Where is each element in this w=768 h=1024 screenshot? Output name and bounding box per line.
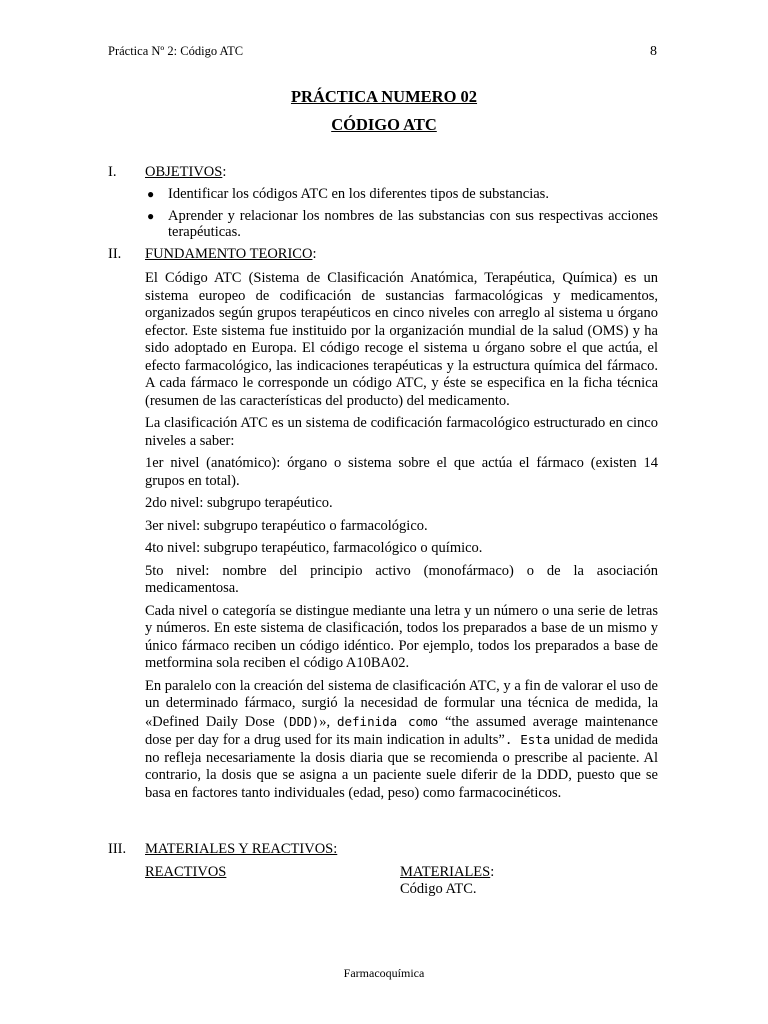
text-run-mono: definida como xyxy=(336,713,439,729)
materiales-column xyxy=(400,864,494,898)
section-3-heading-text: MATERIALES Y REACTIVOS: xyxy=(145,841,338,857)
objective-text: Aprender y relacionar los nombres de las substancias con sus respectivas acciones terapéuticas. xyxy=(168,208,658,240)
paragraph: El Código ATC (Sistema de Clasificación Anatómica, Terapéutica, Química) es un sistema europeo de codificación de sustancias farmacológicas y medicamentos, organizados según grupos terapéuticos en cinco niveles con arreglo al sistema u órgano efector. Este sistema fue instituido por la organización mundial de la salud (OMS) y ha sido adoptado en Europa. El código recoge el sistema u órgano sobre el que actúa, el efecto farmacológico, las indicaciones terapéuticas y la estructura química del fármaco. A cada fármaco le corresponde un código ATC, y éste se especifica en la ficha técnica (resumen de las características del producto) del medicamento. xyxy=(145,270,658,409)
page-footer: Farmacoquímica xyxy=(343,966,425,980)
section-2-heading xyxy=(145,246,316,263)
text-run: En paralelo con la creación del sistema de clasificación ATC, y a fin de valorar el uso de un determinado fármaco, surgió la necesidad de formular una técnica de medida, la «Defined Daily Dose xyxy=(145,677,658,730)
paragraph-ddd xyxy=(145,678,658,803)
section-2-numeral: II. xyxy=(108,246,122,262)
page-subtitle: CÓDIGO ATC xyxy=(331,115,437,134)
section-1-heading xyxy=(145,164,226,181)
list-item xyxy=(145,186,658,202)
reactivos-label: REACTIVOS xyxy=(145,864,227,880)
text-run: unidad de medida no refleja necesariamente la dosis diaria que se recomienda o prescribe al paciente. Al contrario, la dosis que se asigna a un paciente suele diferir de la DDD, puesto que se basa en factores tanto individuales (edad, peso) como farmacocinéticos. xyxy=(145,732,658,801)
reactivos-column xyxy=(145,864,226,881)
section-2-heading-text: FUNDAMENTO TEORICO xyxy=(145,246,313,262)
paragraph: La clasificación ATC es un sistema de codificación farmacológico estructurado en cinco niveles a saber: xyxy=(145,415,658,449)
level-item: 2do nivel: subgrupo terapéutico. xyxy=(145,495,333,511)
section-3-heading xyxy=(145,841,337,858)
materiales-item: Código ATC. xyxy=(400,881,477,897)
materiales-label: MATERIALES xyxy=(400,864,491,880)
text-run-mono: . Esta xyxy=(504,732,551,747)
running-header: Práctica Nº 2: Código ATC xyxy=(108,44,244,58)
fundamento-body xyxy=(145,270,658,807)
materiales-colon: : xyxy=(490,864,495,880)
text-run: », xyxy=(319,713,337,730)
level-item: 1er nivel (anatómico): órgano o sistema sobre el que actúa el fármaco (existen 14 grupos en total). xyxy=(145,455,658,489)
bullet-icon: ● xyxy=(147,187,155,201)
level-item: 3er nivel: subgrupo terapéutico o farmacológico. xyxy=(145,517,428,534)
materiales-heading xyxy=(400,864,494,881)
section-1-heading-text: OBJETIVOS xyxy=(145,164,223,180)
list-item xyxy=(145,208,658,240)
page-title: PRÁCTICA NUMERO 02 xyxy=(290,87,478,106)
text-run: “the assumed average maintenance dose per day for a drug used for its main indication in adults” xyxy=(145,713,658,748)
section-1-numeral: I. xyxy=(108,164,117,180)
section-1-heading-colon: : xyxy=(222,164,227,180)
bullet-icon: ● xyxy=(147,209,155,223)
text-run-mono: (DDD) xyxy=(281,713,320,729)
level-item: 5to nivel: nombre del principio activo (monofármaco) o de la asociación medicamentosa. xyxy=(145,562,658,596)
objective-text: Identificar los códigos ATC en los diferentes tipos de substancias. xyxy=(168,186,549,202)
section-3-numeral: III. xyxy=(108,841,127,857)
level-item: 4to nivel: subgrupo terapéutico, farmacológico o químico. xyxy=(145,540,483,556)
section-2-heading-colon: : xyxy=(312,246,317,262)
paragraph: Cada nivel o categoría se distingue mediante una letra y un número o una serie de letras y números. En este sistema de clasificación, todos los preparados a base de un mismo y único fármaco reciben un código idéntico. Por ejemplo, todos los preparados a base de metformina sola reciben el código A10BA02. xyxy=(145,602,658,671)
page-number: 8 xyxy=(650,44,657,59)
objectives-list xyxy=(145,186,658,246)
